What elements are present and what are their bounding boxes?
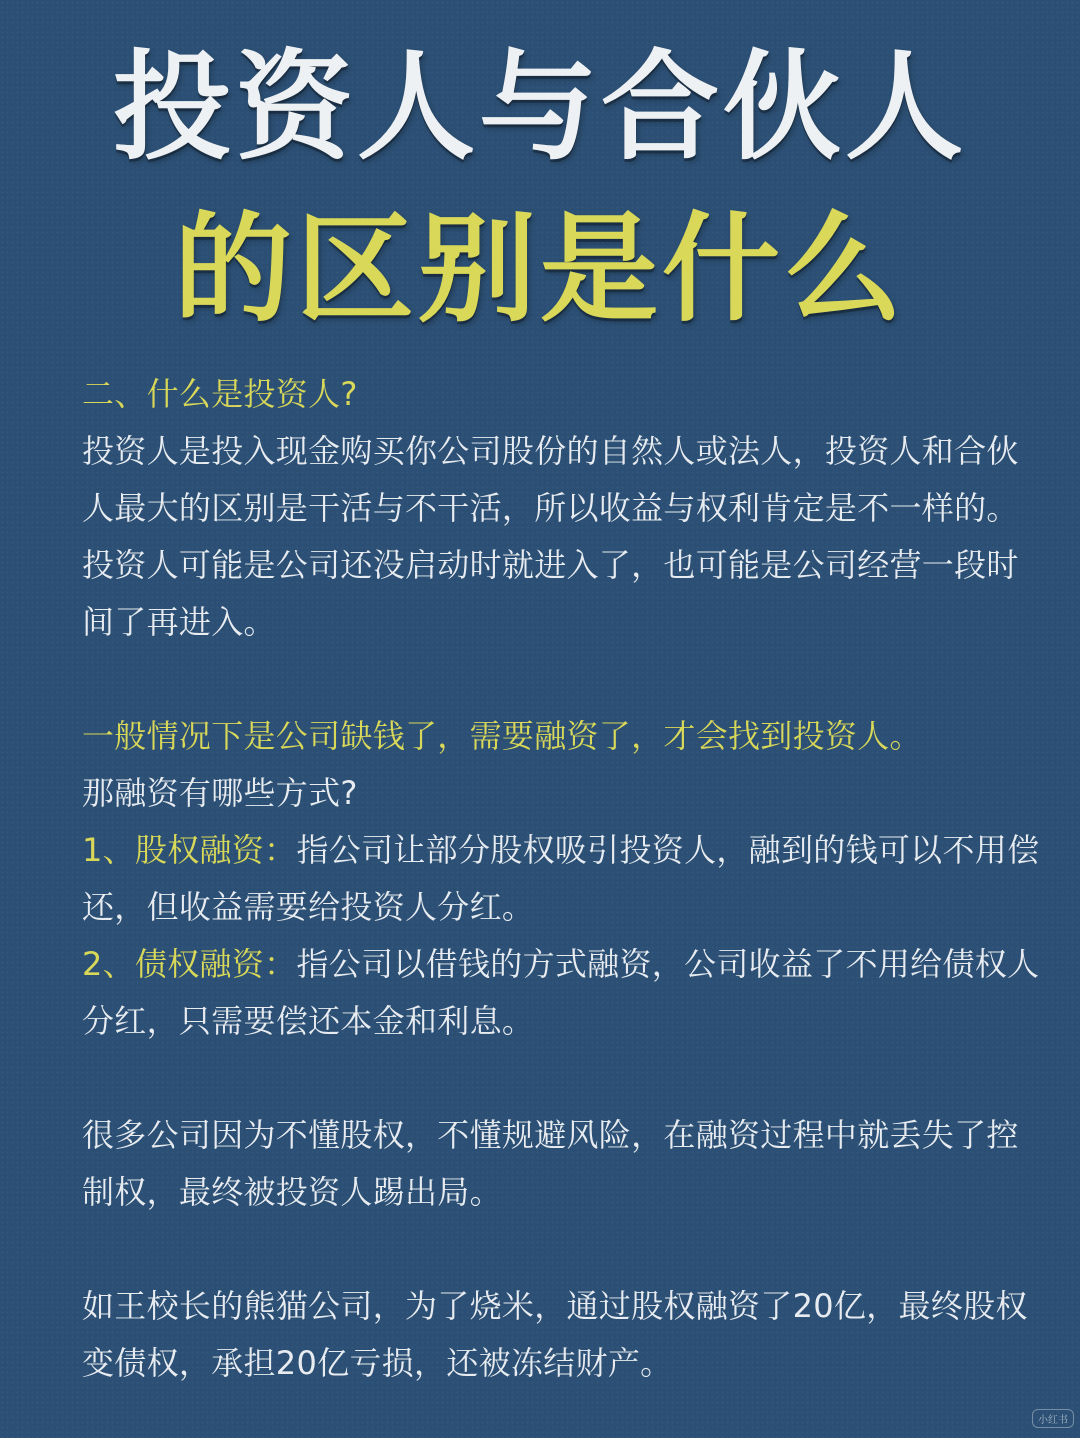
spacer — [82, 1221, 1048, 1278]
section-heading: 二、什么是投资人? — [82, 375, 358, 413]
title-line-2: 的区别是什么 — [173, 200, 906, 338]
title-line-1: 投资人与合伙人 — [112, 38, 967, 176]
financing-intro: 一般情况下是公司缺钱了，需要融资了，才会找到投资人。 — [82, 717, 922, 755]
investor-definition: 投资人是投入现金购买你公司股份的自然人或法人，投资人和合伙人最大的区别是干活与不干活，所以收益与权利肯定是不一样的。投资人可能是公司还没启动时就进入了，也可能是公司经营一段时间了再进入。 — [82, 432, 1019, 641]
list-item-equity — [82, 822, 1048, 936]
list-item-text: 指公司以借钱的方式融资，公司收益了不用给债权人分红，只需要偿还本金和利息。 — [82, 945, 1040, 1040]
list-item-debt — [82, 936, 1048, 1050]
list-item-label: 1、股权融资： — [82, 831, 297, 869]
financing-question: 那融资有哪些方式? — [82, 774, 358, 812]
list-item-label: 2、债权融资： — [82, 945, 297, 983]
example-paragraph: 如王校长的熊猫公司，为了烧米，通过股权融资了20亿，最终股权变债权，承担20亿亏损，还被冻结财产。 — [82, 1287, 1028, 1382]
spacer — [82, 651, 1048, 708]
article-body — [82, 366, 1048, 1392]
list-item-text: 指公司让部分股权吸引投资人，融到的钱可以不用偿还，但收益需要给投资人分红。 — [82, 831, 1040, 926]
watermark-badge: 小红书 — [1032, 1409, 1074, 1428]
spacer — [82, 1050, 1048, 1107]
risk-warning: 很多公司因为不懂股权，不懂规避风险，在融资过程中就丢失了控制权，最终被投资人踢出局。 — [82, 1116, 1019, 1211]
